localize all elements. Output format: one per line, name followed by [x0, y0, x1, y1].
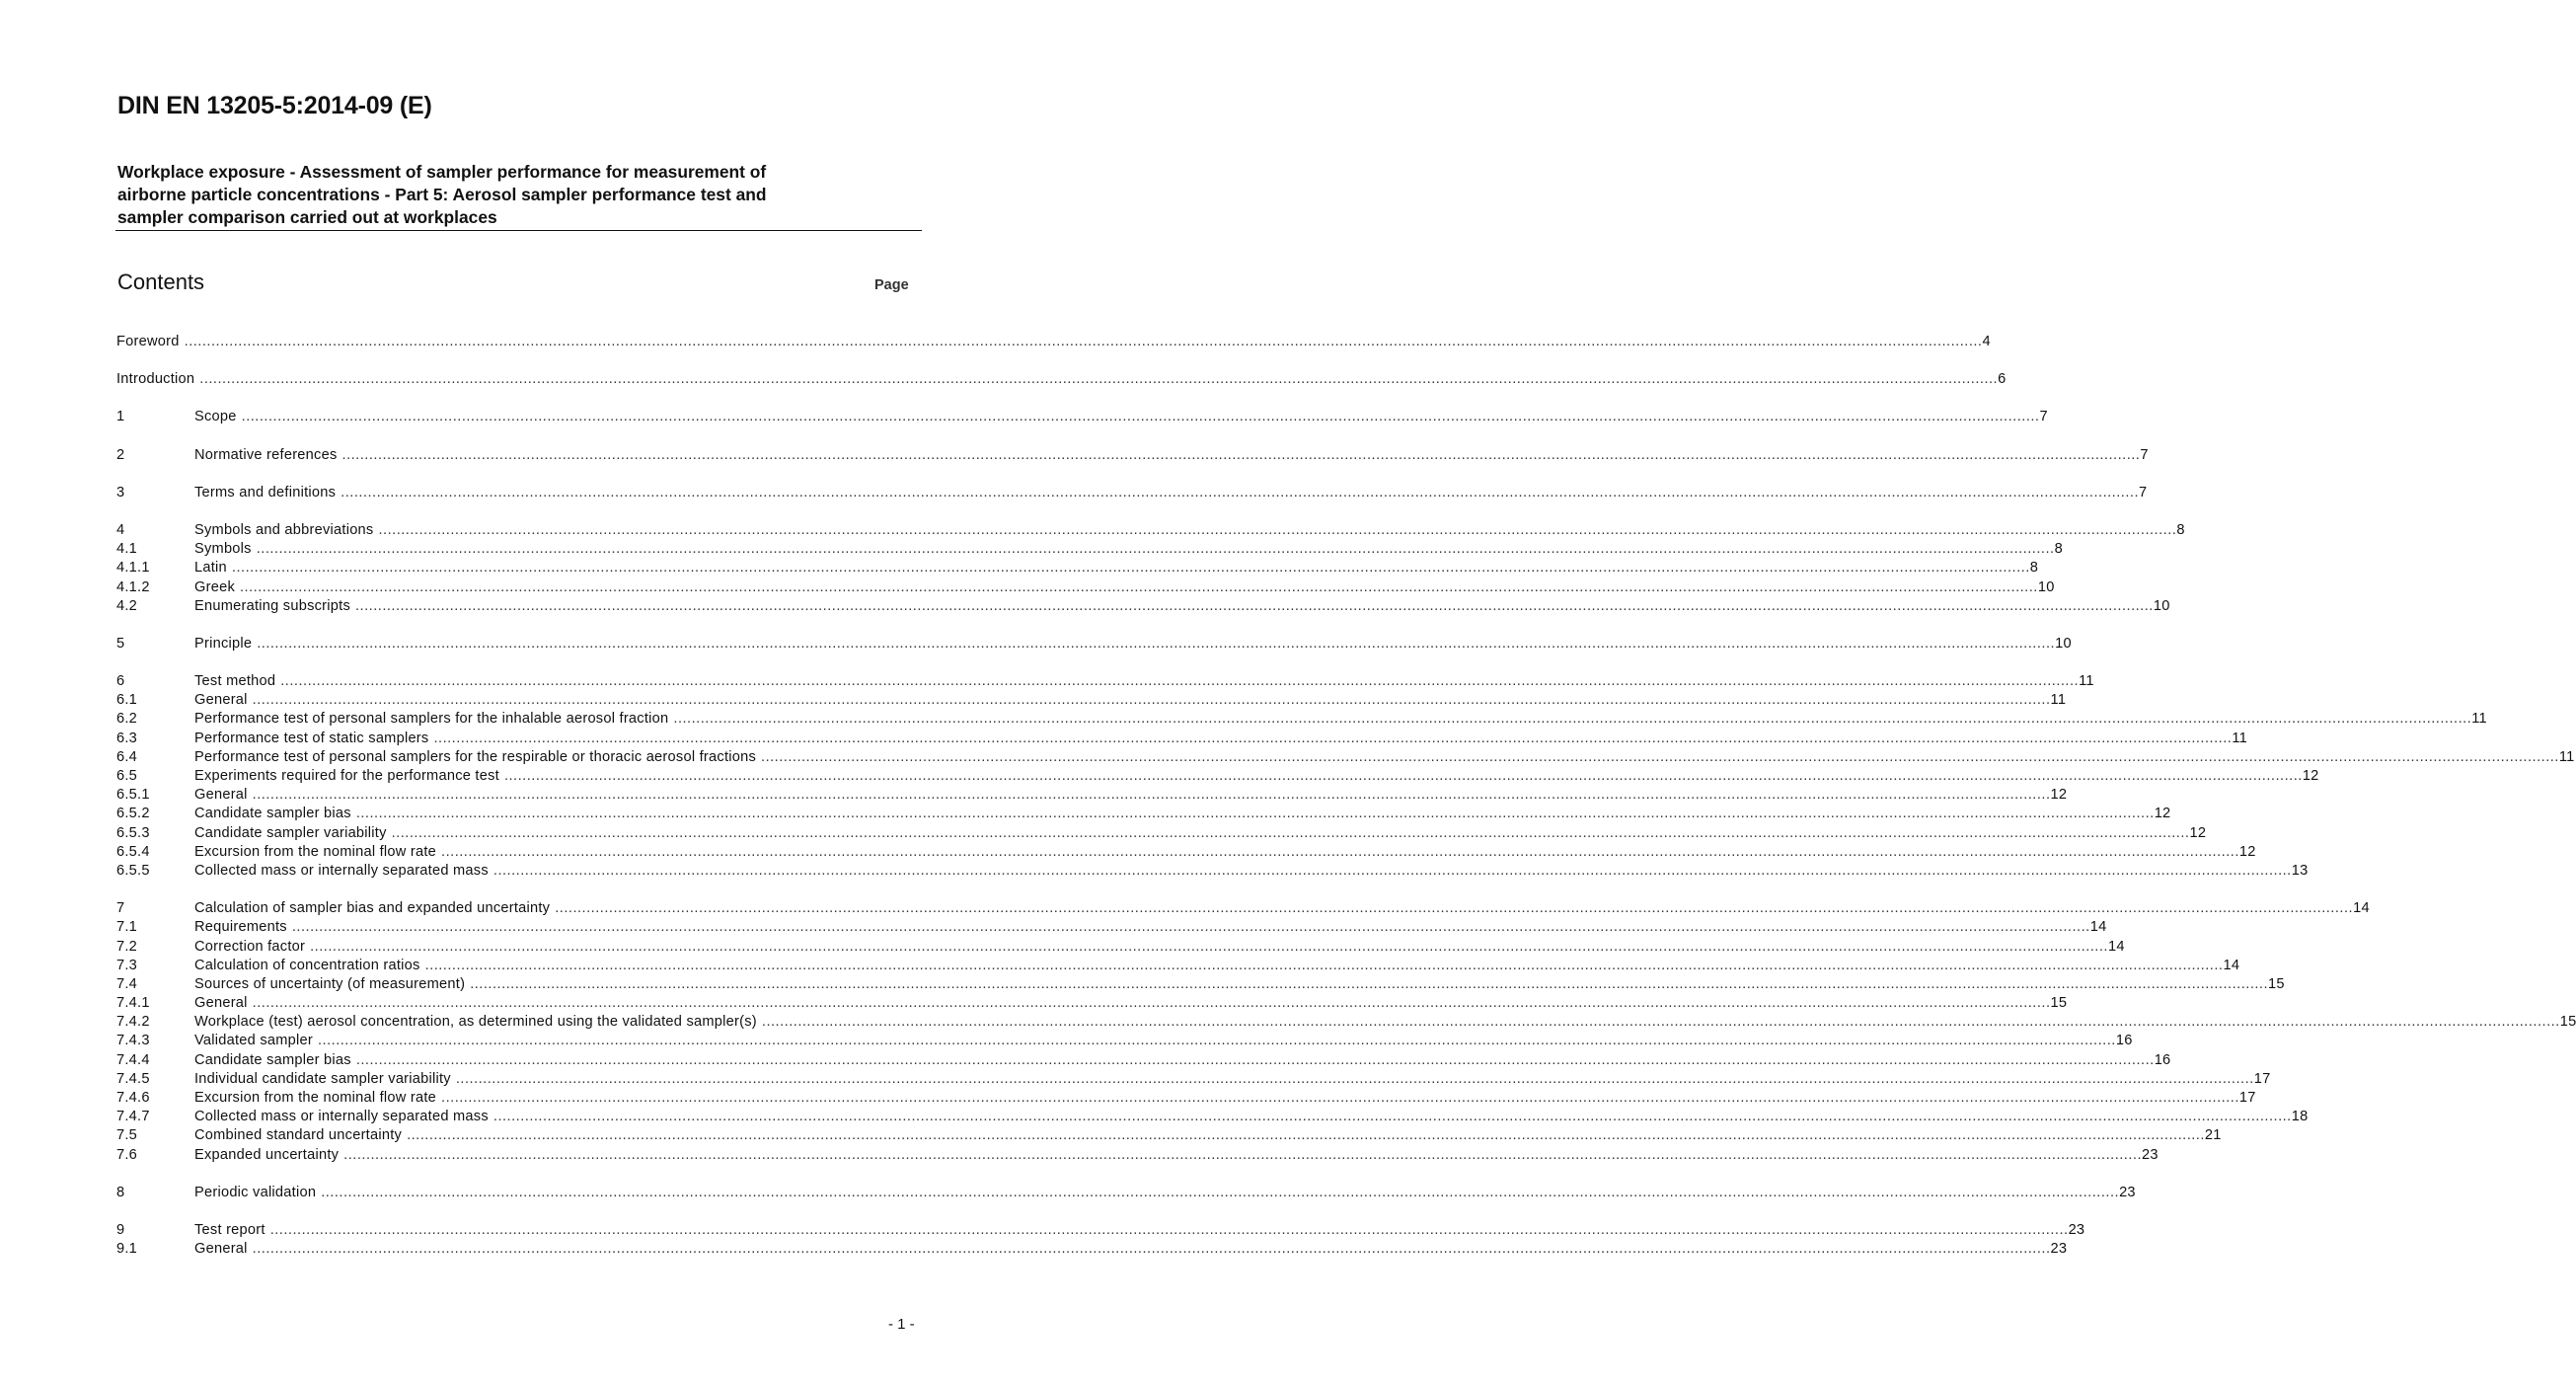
- toc-entry-title: Candidate sampler bias: [194, 806, 351, 822]
- toc-entry-title: Normative references: [194, 446, 338, 463]
- toc-entry-number: 7.4.7: [116, 1109, 150, 1125]
- toc-entry-page: 15: [2268, 975, 2285, 992]
- title-divider: [115, 230, 922, 231]
- toc-entry[interactable]: [116, 1051, 2171, 1071]
- toc-entry-page: 11: [2079, 673, 2094, 690]
- toc-dot-leader: ................................................................................................................................................................................................................................................................................................................................................................................................................: [252, 995, 2051, 1012]
- toc-entry[interactable]: [116, 371, 2007, 390]
- toc-entry-number: 2: [116, 446, 125, 463]
- toc-entry-title: Individual candidate sampler variability: [194, 1070, 451, 1087]
- toc-entry[interactable]: [116, 900, 2370, 919]
- toc-entry-title: General: [194, 787, 248, 804]
- toc-entry-number: 7.2: [116, 938, 138, 955]
- toc-entry-number: 1: [116, 409, 125, 425]
- toc-entry[interactable]: [116, 1184, 2136, 1203]
- toc-entry-title: General: [194, 692, 248, 709]
- toc-entry-page: 14: [2107, 938, 2125, 955]
- toc-entry-page: 23: [2142, 1146, 2159, 1163]
- toc-entry-page: 11: [2050, 692, 2067, 709]
- toc-entry-title: Validated sampler: [194, 1033, 313, 1049]
- toc-entry-number: 4.1.1: [116, 560, 150, 577]
- document-title-line: sampler comparison carried out at workplaces: [117, 207, 497, 227]
- toc-entry-page: 14: [2353, 900, 2370, 917]
- toc-dot-leader: ................................................................................................................................................................................................................................................................................................................................................................................................................: [492, 862, 2292, 879]
- toc-dot-leader: ................................................................................................................................................................................................................................................................................................................................................................................................................: [252, 1241, 2051, 1258]
- toc-entry-title: Collected mass or internally separated mass: [194, 862, 489, 879]
- toc-entry-number: 4: [116, 521, 125, 538]
- toc-entry-title: Symbols: [194, 541, 252, 558]
- toc-entry[interactable]: [116, 806, 2171, 824]
- toc-entry[interactable]: [116, 768, 2319, 787]
- toc-dot-leader: ................................................................................................................................................................................................................................................................................................................................................................................................................: [492, 1109, 2292, 1125]
- toc-entry[interactable]: [116, 995, 2068, 1014]
- toc-entry-page: 12: [2302, 768, 2319, 784]
- toc-dot-leader: ................................................................................................................................................................................................................................................................................................................................................................................................................: [761, 1014, 2560, 1031]
- toc-entry-page: 10: [2037, 578, 2055, 595]
- toc-entry[interactable]: [116, 484, 2148, 503]
- toc-dot-leader: ................................................................................................................................................................................................................................................................................................................................................................................................................: [441, 1090, 2239, 1106]
- toc-entry[interactable]: [116, 730, 2247, 749]
- toc-entry-number: 6.1: [116, 692, 138, 709]
- toc-entry-page: 6: [1998, 371, 2007, 388]
- toc-entry-page: 18: [2291, 1109, 2309, 1125]
- toc-dot-leader: ................................................................................................................................................................................................................................................................................................................................................................................................................: [317, 1033, 2116, 1049]
- toc-entry-title: Scope: [194, 409, 237, 425]
- toc-entry-page: 21: [2204, 1127, 2222, 1144]
- toc-entry-page: 17: [2238, 1090, 2256, 1106]
- toc-entry[interactable]: [116, 541, 2063, 560]
- toc-entry-title: Test method: [194, 673, 276, 690]
- toc-dot-leader: ................................................................................................................................................................................................................................................................................................................................................................................................................: [433, 730, 2233, 746]
- toc-entry[interactable]: [116, 692, 2067, 711]
- toc-entry-title: Candidate sampler variability: [194, 824, 387, 841]
- toc-entry-page: 7: [2140, 446, 2149, 463]
- toc-dot-leader: ................................................................................................................................................................................................................................................................................................................................................................................................................: [199, 371, 1999, 388]
- toc-entry-page: 12: [2154, 806, 2171, 822]
- toc-entry-number: 7.4.2: [116, 1014, 150, 1031]
- toc-entry-title: Candidate sampler bias: [194, 1051, 351, 1068]
- toc-dot-leader: ................................................................................................................................................................................................................................................................................................................................................................................................................: [391, 824, 2190, 841]
- toc-entry[interactable]: [116, 560, 2039, 578]
- toc-entry[interactable]: [116, 635, 2072, 654]
- toc-entry-title: Calculation of concentration ratios: [194, 957, 420, 973]
- toc-entry-number: 4.2: [116, 597, 138, 614]
- toc-entry[interactable]: [116, 1070, 2271, 1090]
- toc-entry-title: Performance test of static samplers: [194, 730, 429, 746]
- toc-entry-title: Collected mass or internally separated mass: [194, 1109, 489, 1125]
- toc-entry[interactable]: [116, 673, 2094, 692]
- toc-entry[interactable]: [116, 787, 2068, 806]
- toc-entry-title: Latin: [194, 560, 227, 577]
- toc-entry[interactable]: [116, 938, 2125, 958]
- toc-dot-leader: ................................................................................................................................................................................................................................................................................................................................................................................................................: [355, 1051, 2155, 1068]
- toc-entry-page: 14: [2089, 919, 2107, 936]
- toc-entry-title: Introduction: [116, 371, 195, 388]
- toc-entry-page: 4: [1982, 334, 1991, 349]
- toc-dot-leader: ................................................................................................................................................................................................................................................................................................................................................................................................................: [355, 806, 2155, 822]
- toc-entry[interactable]: [116, 1109, 2309, 1127]
- toc-entry-title: General: [194, 995, 248, 1012]
- toc-entry-page: 11: [2558, 748, 2575, 765]
- toc-dot-leader: ................................................................................................................................................................................................................................................................................................................................................................................................................: [555, 900, 2354, 917]
- page-column-label: Page: [874, 277, 909, 293]
- toc-entry-number: 6.4: [116, 748, 138, 765]
- toc-dot-leader: ................................................................................................................................................................................................................................................................................................................................................................................................................: [407, 1127, 2205, 1144]
- toc-entry-number: 6.5.4: [116, 843, 150, 860]
- toc-entry-page: 16: [2154, 1051, 2171, 1068]
- toc-entry-number: 7.4: [116, 975, 138, 992]
- document-title: [117, 161, 921, 229]
- toc-entry-page: 13: [2291, 862, 2309, 879]
- toc-entry-number: 9.1: [116, 1241, 138, 1258]
- toc-dot-leader: ................................................................................................................................................................................................................................................................................................................................................................................................................: [441, 843, 2239, 860]
- toc-entry-number: 7.4.4: [116, 1051, 150, 1068]
- toc-entry-number: 7.1: [116, 919, 138, 936]
- toc-entry-number: 9: [116, 1221, 125, 1238]
- toc-entry-number: 6.5.5: [116, 862, 150, 879]
- toc-entry-title: Excursion from the nominal flow rate: [194, 843, 437, 860]
- toc-entry-number: 6.2: [116, 711, 138, 728]
- toc-entry-page: 11: [2232, 730, 2247, 746]
- toc-entry-number: 7.3: [116, 957, 138, 973]
- toc-entry[interactable]: [116, 1090, 2256, 1109]
- toc-entry-number: 5: [116, 635, 125, 652]
- toc-entry[interactable]: [116, 711, 2487, 730]
- toc-entry-title: Expanded uncertainty: [194, 1146, 340, 1163]
- toc-entry-title: Performance test of personal samplers for the respirable or thoracic aerosol fractions: [194, 748, 757, 765]
- toc-dot-leader: ................................................................................................................................................................................................................................................................................................................................................................................................................: [252, 692, 2051, 709]
- toc-entry-number: 7.5: [116, 1127, 138, 1144]
- toc-dot-leader: ................................................................................................................................................................................................................................................................................................................................................................................................................: [673, 711, 2472, 728]
- toc-entry-title: Test report: [194, 1221, 265, 1238]
- document-title-line: Workplace exposure - Assessment of sampler performance for measurement of: [117, 162, 767, 182]
- toc-dot-leader: ................................................................................................................................................................................................................................................................................................................................................................................................................: [503, 768, 2303, 784]
- toc-entry-page: 10: [2153, 597, 2170, 614]
- toc-entry-title: Calculation of sampler bias and expanded uncertainty: [194, 900, 551, 917]
- toc-entry-page: 10: [2055, 635, 2072, 652]
- toc-entry[interactable]: [116, 1033, 2133, 1051]
- toc-entry-title: Greek: [194, 578, 235, 595]
- toc-entry-title: Combined standard uncertainty: [194, 1127, 403, 1144]
- toc-entry[interactable]: [116, 334, 1991, 352]
- table-of-contents: [116, 334, 2576, 1260]
- toc-entry-title: Workplace (test) aerosol concentration, as determined using the validated sampler(s): [194, 1014, 757, 1031]
- toc-entry-page: 12: [2050, 787, 2068, 804]
- toc-dot-leader: ................................................................................................................................................................................................................................................................................................................................................................................................................: [291, 919, 2090, 936]
- toc-entry[interactable]: [116, 975, 2285, 995]
- document-id: DIN EN 13205-5:2014-09 (E): [117, 92, 432, 119]
- toc-entry-number: 7.6: [116, 1146, 138, 1163]
- page-number: - 1 -: [888, 1316, 915, 1333]
- toc-entry-page: 23: [2119, 1184, 2136, 1200]
- toc-entry-number: 3: [116, 484, 125, 500]
- toc-dot-leader: ................................................................................................................................................................................................................................................................................................................................................................................................................: [231, 560, 2030, 577]
- toc-entry[interactable]: [116, 1146, 2159, 1166]
- toc-entry-page: 23: [2050, 1241, 2068, 1258]
- toc-dot-leader: ................................................................................................................................................................................................................................................................................................................................................................................................................: [269, 1221, 2069, 1238]
- toc-dot-leader: ................................................................................................................................................................................................................................................................................................................................................................................................................: [240, 578, 2038, 595]
- toc-entry[interactable]: [116, 824, 2207, 844]
- toc-entry[interactable]: [116, 409, 2048, 427]
- toc-entry[interactable]: [116, 843, 2256, 863]
- toc-entry-page: 17: [2253, 1070, 2271, 1087]
- toc-entry-number: 7.4.1: [116, 995, 150, 1012]
- toc-entry-number: 7: [116, 900, 125, 917]
- toc-dot-leader: ................................................................................................................................................................................................................................................................................................................................................................................................................: [280, 673, 2080, 690]
- toc-entry-number: 6.5: [116, 768, 138, 784]
- toc-entry-page: 8: [2029, 560, 2039, 577]
- toc-entry-title: Performance test of personal samplers for the inhalable aerosol fraction: [194, 711, 669, 728]
- toc-entry-title: Sources of uncertainty (of measurement): [194, 975, 466, 992]
- contents-heading: Contents: [117, 269, 205, 294]
- toc-entry-page: 7: [2139, 484, 2148, 500]
- toc-entry-page: 12: [2189, 824, 2207, 841]
- toc-entry-title: Terms and definitions: [194, 484, 337, 500]
- toc-entry-title: Enumerating subscripts: [194, 597, 350, 614]
- toc-entry[interactable]: [116, 862, 2309, 882]
- toc-dot-leader: ................................................................................................................................................................................................................................................................................................................................................................................................................: [378, 521, 2177, 538]
- toc-dot-leader: ................................................................................................................................................................................................................................................................................................................................................................................................................: [257, 635, 2056, 652]
- toc-entry[interactable]: [116, 446, 2149, 466]
- toc-dot-leader: ................................................................................................................................................................................................................................................................................................................................................................................................................: [321, 1184, 2120, 1200]
- toc-entry-page: 16: [2115, 1033, 2133, 1049]
- toc-entry-title: Principle: [194, 635, 253, 652]
- toc-entry[interactable]: [116, 1221, 2085, 1241]
- toc-entry[interactable]: [116, 1241, 2068, 1260]
- toc-entry[interactable]: [116, 1127, 2222, 1146]
- toc-dot-leader: ................................................................................................................................................................................................................................................................................................................................................................................................................: [343, 1146, 2143, 1163]
- toc-dot-leader: ................................................................................................................................................................................................................................................................................................................................................................................................................: [184, 334, 1983, 349]
- toc-entry-title: Excursion from the nominal flow rate: [194, 1090, 437, 1106]
- toc-dot-leader: ................................................................................................................................................................................................................................................................................................................................................................................................................: [310, 938, 2108, 955]
- toc-dot-leader: ................................................................................................................................................................................................................................................................................................................................................................................................................: [761, 748, 2559, 765]
- toc-entry-number: 6.5.2: [116, 806, 150, 822]
- document-title-line: airborne particle concentrations - Part 5: Aerosol sampler performance test and: [117, 185, 767, 204]
- toc-entry-page: 8: [2054, 541, 2063, 558]
- toc-entry-page: 15: [2559, 1014, 2576, 1031]
- toc-dot-leader: ................................................................................................................................................................................................................................................................................................................................................................................................................: [424, 957, 2224, 973]
- toc-entry-title: General: [194, 1241, 248, 1258]
- toc-entry-page: 7: [2039, 409, 2048, 425]
- toc-entry-title: Requirements: [194, 919, 287, 936]
- toc-entry[interactable]: [116, 521, 2185, 541]
- toc-entry[interactable]: [116, 597, 2170, 617]
- toc-entry-title: Foreword: [116, 334, 180, 349]
- toc-entry-title: Experiments required for the performance test: [194, 768, 499, 784]
- toc-entry[interactable]: [116, 957, 2240, 976]
- toc-entry-number: 6: [116, 673, 125, 690]
- toc-entry-title: Periodic validation: [194, 1184, 317, 1200]
- toc-entry-page: 14: [2223, 957, 2240, 973]
- toc-entry-number: 7.4.6: [116, 1090, 150, 1106]
- toc-entry-number: 7.4.3: [116, 1033, 150, 1049]
- toc-entry-number: 7.4.5: [116, 1070, 150, 1087]
- toc-dot-leader: ................................................................................................................................................................................................................................................................................................................................................................................................................: [256, 541, 2055, 558]
- toc-entry-number: 6.5.3: [116, 824, 150, 841]
- toc-entry-page: 11: [2471, 711, 2487, 728]
- toc-entry-page: 12: [2238, 843, 2256, 860]
- toc-dot-leader: ................................................................................................................................................................................................................................................................................................................................................................................................................: [355, 597, 2154, 614]
- toc-entry-number: 4.1: [116, 541, 138, 558]
- toc-entry[interactable]: [116, 748, 2575, 768]
- toc-entry-number: 6.5.1: [116, 787, 150, 804]
- toc-entry-page: 15: [2050, 995, 2068, 1012]
- toc-dot-leader: ................................................................................................................................................................................................................................................................................................................................................................................................................: [341, 484, 2140, 500]
- toc-entry-number: 6.3: [116, 730, 138, 746]
- toc-entry-number: 8: [116, 1184, 125, 1200]
- toc-entry-page: 8: [2176, 521, 2185, 538]
- toc-dot-leader: ................................................................................................................................................................................................................................................................................................................................................................................................................: [455, 1070, 2254, 1087]
- toc-dot-leader: ................................................................................................................................................................................................................................................................................................................................................................................................................: [470, 975, 2269, 992]
- toc-dot-leader: ................................................................................................................................................................................................................................................................................................................................................................................................................: [252, 787, 2051, 804]
- toc-entry[interactable]: [116, 919, 2107, 938]
- toc-entry-page: 23: [2068, 1221, 2085, 1238]
- toc-entry-title: Correction factor: [194, 938, 306, 955]
- toc-dot-leader: ................................................................................................................................................................................................................................................................................................................................................................................................................: [341, 446, 2141, 463]
- toc-entry-title: Symbols and abbreviations: [194, 521, 374, 538]
- toc-entry-number: 4.1.2: [116, 578, 150, 595]
- toc-dot-leader: ................................................................................................................................................................................................................................................................................................................................................................................................................: [241, 409, 2040, 425]
- toc-entry[interactable]: [116, 1014, 2576, 1033]
- toc-entry[interactable]: [116, 578, 2055, 598]
